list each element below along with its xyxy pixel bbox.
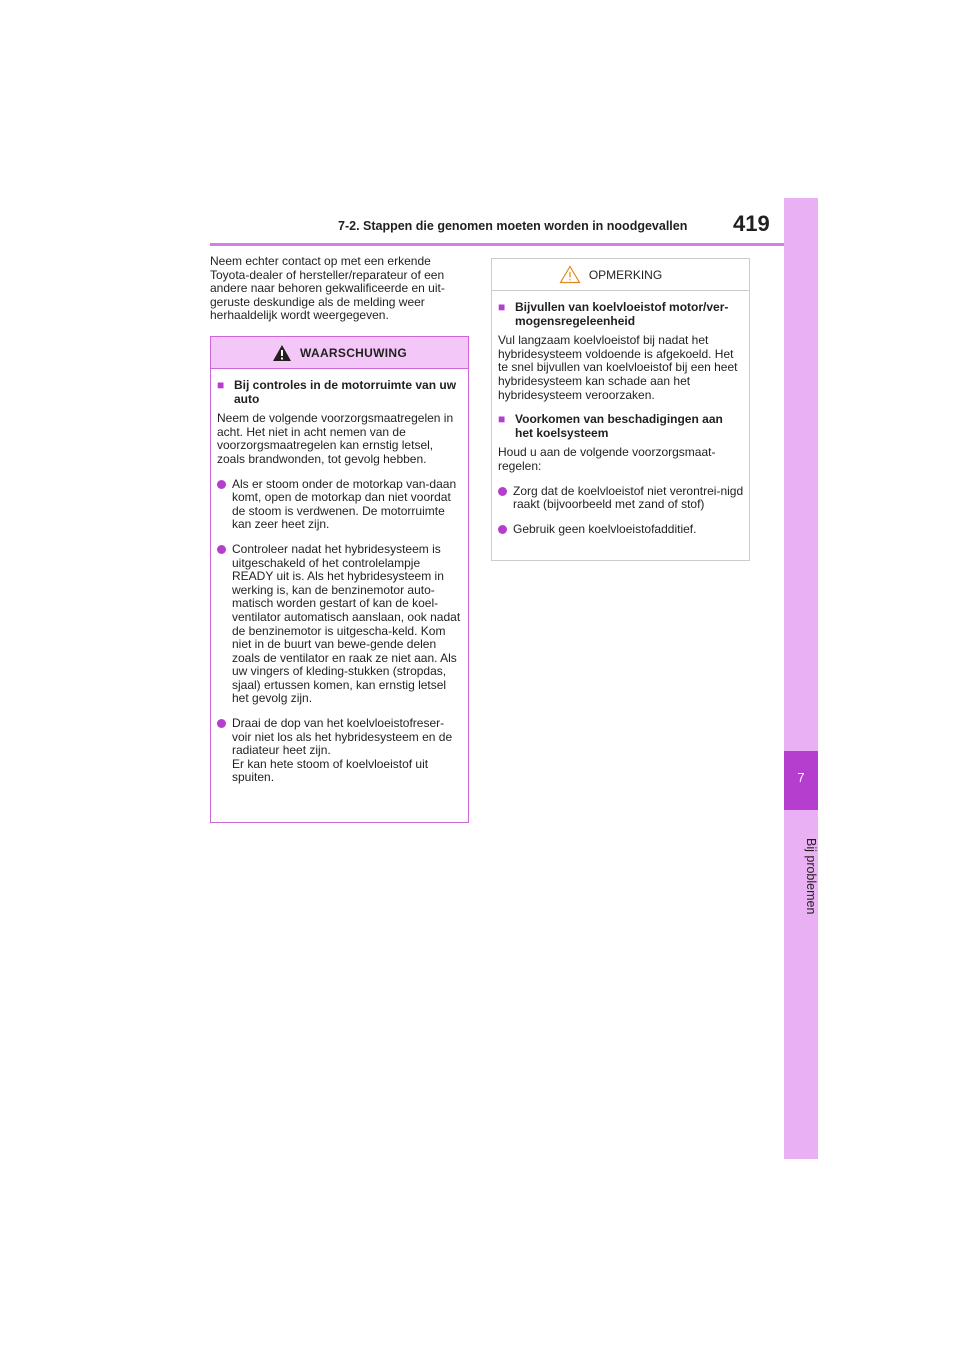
note-paragraph: Vul langzaam koelvloeistof bij nadat het hybridesysteem voldoende is afgekoeld. Het te snel bijvullen van koelvloeistof bij een heet hybridesysteem kan schade aan het hybridesysteem veroorzaken. [498, 333, 738, 402]
square-bullet-icon: ■ [498, 412, 506, 427]
square-bullet-icon: ■ [217, 378, 225, 392]
round-bullet-icon [217, 480, 226, 489]
list-item [217, 717, 463, 785]
chapter-side-tab [784, 198, 818, 1159]
header-divider [210, 243, 784, 246]
note-title: OPMERKING [588, 267, 663, 282]
note-paragraph: Houd u aan de volgende voorzorgsmaat-regelen: [498, 445, 716, 473]
warning-heading [217, 379, 463, 406]
warning-header [211, 337, 468, 369]
note-heading [498, 301, 744, 328]
intro-paragraph: Neem echter contact op met een erkende Toyota-dealer of hersteller/reparateur of een andere naar behoren gekwalificeerde en uit-geruste deskundige als de melding weer herhaaldelijk wordt weergegeven. [210, 254, 445, 323]
round-bullet-icon [217, 719, 226, 728]
page-number: 419 [733, 211, 770, 236]
list-item-line: Er kan hete stoom of koelvloeistof uit spuiten. [232, 756, 429, 785]
note-header [492, 259, 749, 291]
list-item-text: Gebruik geen koelvloeistofadditief. [513, 521, 697, 536]
warning-box [210, 336, 469, 823]
round-bullet-icon [498, 487, 507, 496]
section-title: 7-2. Stappen die genomen moeten worden in noodgevallen [338, 219, 688, 233]
list-item-text: Zorg dat de koelvloeistof niet verontrei-nigd raakt (bijvoorbeeld met zand of stof) [513, 483, 744, 512]
note-box [491, 258, 750, 561]
warning-heading-text: Bij controles in de motorruimte van uw auto [234, 378, 457, 406]
warning-paragraph: Neem de volgende voorzorgsmaatregelen in acht. Het niet in acht nemen van de voorzorgsmaatregelen kan ernstig letsel, zoals brandwonden, tot gevolg hebben. [217, 411, 454, 466]
note-heading [498, 413, 744, 440]
round-bullet-icon [498, 525, 507, 534]
list-item-text [232, 717, 463, 785]
list-item-text: Controleer nadat het hybridesysteem is uitgeschakeld of het controlelampje READY uit is. Als het hybridesysteem in werking is, kan de benzinemotor auto-matisch worden gestart of kan de koel-ventilator automatisch aanslaan, ook nadat de benzinemotor is uitgescha-keld. Kom niet in de buurt van bewe-gende delen zoals de ventilator en raak ze niet aan. Als uw vingers of kleding-stukken (stropdas, sjaal) ertussen komen, kan ernstig letsel het gevolg zijn. [232, 541, 461, 706]
note-heading-text: Bijvullen van koelvloeistof motor/ver-mogensregeleenheid [515, 300, 729, 328]
note-heading-text: Voorkomen van beschadigingen aan het koelsysteem [515, 412, 723, 440]
chapter-label [784, 816, 818, 936]
list-item [498, 523, 744, 537]
warning-title: WAARSCHUWING [300, 345, 407, 360]
warning-triangle-icon [272, 344, 292, 362]
list-item-line: Draai de dop van het koelvloeistofreser-voir niet los als het hybridesysteem en de radiateur heet zijn. [232, 716, 453, 758]
list-item [217, 478, 463, 532]
list-item-text: Als er stoom onder de motorkap van-daan komt, open de motorkap dan niet voordat de stoom is verdwenen. De motorruimte kan zeer heet zijn. [232, 476, 457, 532]
round-bullet-icon [217, 545, 226, 554]
caution-triangle-outline-icon [559, 265, 581, 284]
note-body [492, 291, 749, 536]
chapter-number: 7 [797, 770, 805, 785]
chapter-label-text: Bij problemen [804, 837, 818, 915]
list-item [498, 485, 744, 512]
warning-body [211, 369, 468, 785]
list-item [217, 543, 463, 706]
square-bullet-icon: ■ [498, 300, 506, 314]
